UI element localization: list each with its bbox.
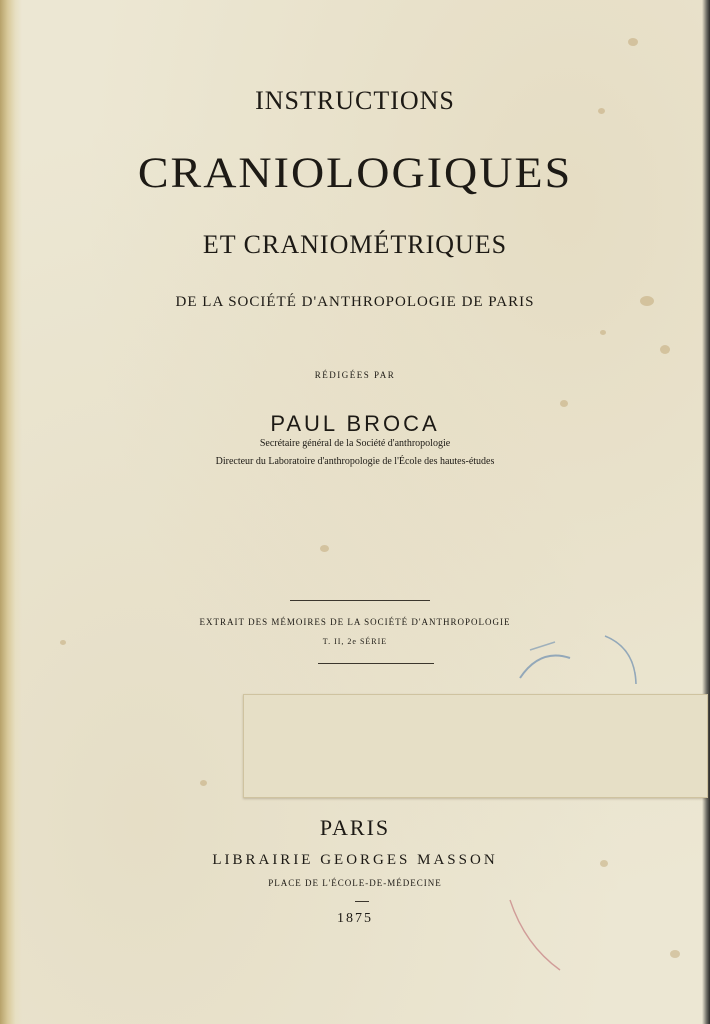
author-title-2: Directeur du Laboratoire d'anthropologie de l'École des hautes-études (215, 456, 495, 467)
author-title-1: Secrétaire général de la Société d'anthropologie (259, 438, 451, 449)
foxing-spot (320, 545, 329, 552)
author-name: PAUL BROCA (270, 411, 440, 436)
title-line-instructions: INSTRUCTIONS (255, 86, 455, 115)
library-stamp-icon (510, 628, 640, 692)
title-line-craniometriques: ET CRANIOMÉTRIQUES (202, 230, 508, 259)
imprint-city: PARIS (319, 815, 391, 840)
foxing-spot (660, 345, 670, 354)
imprint-address: PLACE DE L'ÉCOLE-DE-MÉDECINE (268, 878, 442, 888)
foxing-spot (628, 38, 638, 46)
imprint-dash (355, 901, 369, 902)
redigees-par: RÉDIGÉES PAR (314, 370, 396, 380)
extract-line-2: T. II, 2e SÉRIE (322, 637, 388, 646)
imprint-publisher: LIBRAIRIE GEORGES MASSON (212, 852, 498, 868)
pencil-mark-icon (505, 895, 565, 975)
extract-line-1: EXTRAIT DES MÉMOIRES DE LA SOCIÉTÉ D'ANTHROPOLOGIE (199, 617, 511, 627)
pasted-label-patch (243, 694, 708, 798)
imprint-year: 1875 (337, 911, 373, 926)
title-line-society: DE LA SOCIÉTÉ D'ANTHROPOLOGIE DE PARIS (175, 294, 535, 310)
divider-rule-top (290, 600, 430, 601)
foxing-spot (600, 330, 606, 335)
foxing-spot (560, 400, 568, 407)
foxing-spot (670, 950, 680, 958)
divider-rule-bottom (318, 663, 434, 664)
title-line-craniologiques: CRANIOLOGIQUES (137, 148, 573, 197)
foxing-spot (200, 780, 207, 786)
